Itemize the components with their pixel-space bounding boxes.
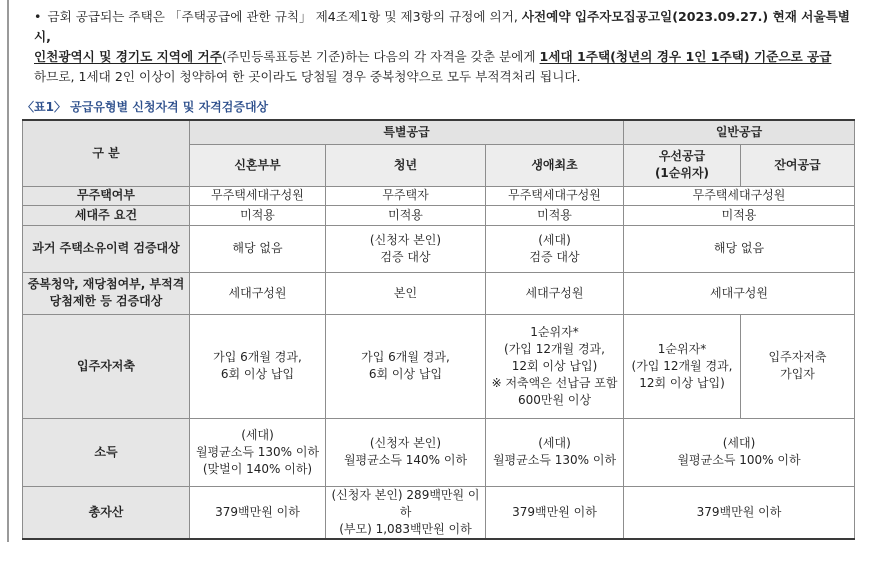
table-cell: 무주택세대구성원 [190,186,326,205]
row-label: 입주자저축 [23,314,190,418]
table-row [23,486,855,539]
notice-emphasis-3: 1세대 1주택(청년의 경우 1인 1주택) 기준으로 공급 [539,49,832,64]
table-cell: 미적용 [190,205,326,225]
eligibility-notice [34,7,864,87]
notice-emphasis-1: 사전예약 입주자모집공고일(2023.09.27.) 현재 서울특별시, [34,9,850,44]
col-priority-supply: 우선공급 (1순위자) [624,144,741,186]
table-row [23,314,855,418]
col-remaining-supply: 잔여공급 [741,144,855,186]
row-label: 세대주 요건 [23,205,190,225]
row-label: 소득 [23,418,190,486]
table-row [23,272,855,314]
row-label: 과거 주택소유이력 검증대상 [23,225,190,272]
table-cell: 가입 6개월 경과, 6회 이상 납입 [190,314,326,418]
table-cell: (신청자 본인) 검증 대상 [326,225,486,272]
table-caption: 〈표1〉 공급유형별 신청자격 및 자격검증대상 [22,100,269,114]
notice-text-3: 하므로, 1세대 2인 이상이 청약하여 한 곳이라도 당첨될 경우 중복청약으로 모두 부적격처리 됩니다. [34,69,581,84]
table-cell: (세대) 월평균소득 130% 이하 [486,418,624,486]
notice-text-2: (주민등록표등본 기준)하는 다음의 각 자격을 갖춘 분에게 [221,49,540,64]
table-cell: 해당 없음 [190,225,326,272]
table-cell: 미적용 [486,205,624,225]
left-margin-rule [7,0,9,542]
notice-text-1: 금회 공급되는 주택은 「주택공급에 관한 규칙」 제4조제1항 및 제3항의 규정에 의거, [47,9,522,24]
table-cell: (신청자 본인) 289백만원 이하 (부모) 1,083백만원 이하 [326,486,486,539]
col-youth: 청년 [326,144,486,186]
notice-emphasis-2: 인천광역시 및 경기도 지역에 거주 [34,49,222,64]
table-cell: 무주택세대구성원 [624,186,855,205]
table-cell: 본인 [326,272,486,314]
table-cell: 무주택세대구성원 [486,186,624,205]
eligibility-table [22,119,855,540]
table-cell: (세대) 검증 대상 [486,225,624,272]
table-cell: 세대구성원 [190,272,326,314]
table-cell: (세대) 월평균소득 130% 이하 (맞벌이 140% 이하) [190,418,326,486]
table-cell: 가입 6개월 경과, 6회 이상 납입 [326,314,486,418]
header-general-supply: 일반공급 [624,120,855,144]
table-cell: 세대구성원 [624,272,855,314]
table-cell: (신청자 본인) 월평균소득 140% 이하 [326,418,486,486]
header-special-supply: 특별공급 [190,120,624,144]
table-row [23,225,855,272]
table-cell: 미적용 [624,205,855,225]
table-cell: (세대) 월평균소득 100% 이하 [624,418,855,486]
row-label: 무주택여부 [23,186,190,205]
table-row [23,186,855,205]
table-cell: 1순위자* (가입 12개월 경과, 12회 이상 납입) ※ 저축액은 선납금 포함 600만원 이상 [486,314,624,418]
table-cell: 379백만원 이하 [624,486,855,539]
col-newlyweds: 신혼부부 [190,144,326,186]
row-label: 중복청약, 재당첨여부, 부적격 당첨제한 등 검증대상 [23,272,190,314]
table-cell: 입주자저축 가입자 [741,314,855,418]
row-label: 총자산 [23,486,190,539]
header-category: 구 분 [23,120,190,186]
table-row [23,418,855,486]
bullet-mark: • [34,9,42,24]
table-row [23,205,855,225]
col-first-home: 생애최초 [486,144,624,186]
table-cell: 무주택자 [326,186,486,205]
table-cell: 1순위자* (가입 12개월 경과, 12회 이상 납입) [624,314,741,418]
table-cell: 세대구성원 [486,272,624,314]
table-cell: 미적용 [326,205,486,225]
table-cell: 379백만원 이하 [486,486,624,539]
table-cell: 379백만원 이하 [190,486,326,539]
table-cell: 해당 없음 [624,225,855,272]
